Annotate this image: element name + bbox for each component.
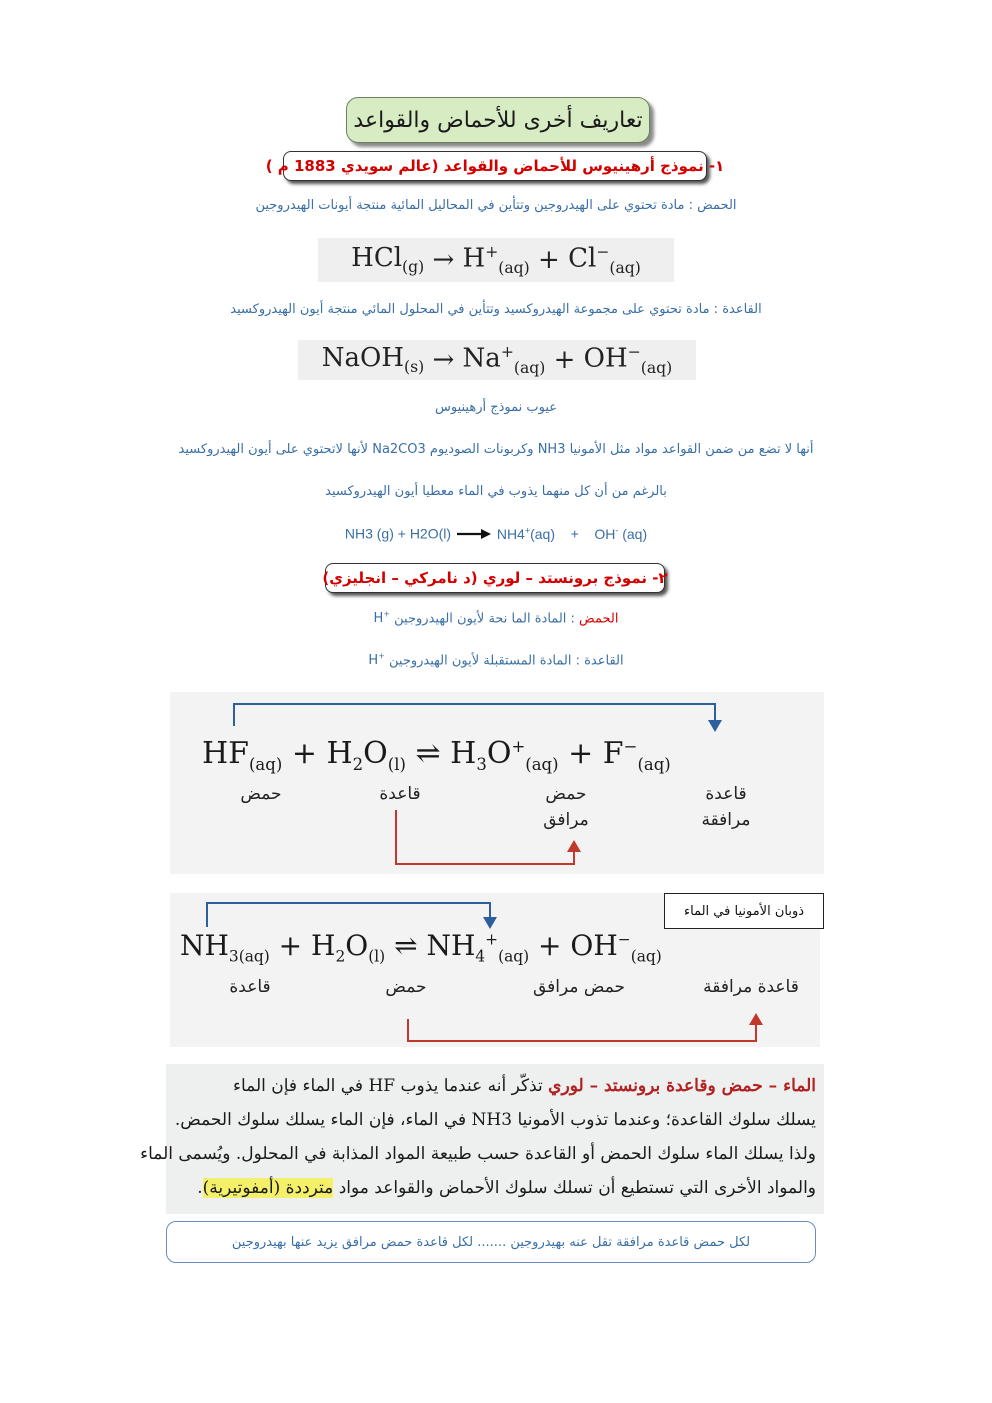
arrow-right-icon	[455, 527, 493, 543]
eq-hcl-arrow: →	[432, 245, 455, 275]
hf-equation-figure	[170, 692, 824, 874]
eq-naoh-product2: $OH^-_{(aq)}$	[583, 343, 673, 377]
water-reactant: $H_2O_{(l)}$	[311, 929, 386, 966]
eq-naoh-product1: $Na^+_{(aq)}$	[462, 343, 546, 377]
paragraph-heading: الماء – حمض وقاعدة برونستد – لوري	[548, 1076, 816, 1096]
water-amphoteric-paragraph	[140, 1064, 824, 1214]
nh3-eq-product1: NH4+(aq)	[496, 525, 556, 542]
arrhenius-flaws-line1: أنها لا تضع من ضمن القواعد مواد مثل الأمونيا NH3 وكربونات الصوديوم Na2CO3 لأنها لاتحتوي على أيون الهيدروكسيد	[178, 442, 814, 457]
nh3-eq-reactants: NH3 (g) + H2O(l)	[344, 525, 452, 542]
hydrogen-ion: H+	[373, 610, 391, 627]
eq-naoh-plus: +	[553, 345, 576, 375]
ammonia-dissolution-callout: ذوبان الأمونيا في الماء	[664, 893, 824, 929]
arrhenius-base-definition: القاعدة : مادة تحتوي على مجموعة الهيدروكسيد وتتأين في المحلول المائي منتجة أيون الهيدروكسيد	[230, 302, 762, 317]
nh3-eq-product2: OH- (aq)	[594, 525, 648, 542]
nh3-label-conjugate-acid: حمض مرافق	[532, 977, 626, 997]
hf-arrows	[170, 692, 824, 874]
page-title: تعاريف أخرى للأحماض والقواعد	[346, 97, 650, 143]
paragraph-line-4: والمواد الأخرى التي تستطيع أن تسلك سلوك الأحماض والقواعد مواد مترددة (أمفوتيرية).	[197, 1178, 816, 1198]
paragraph-line-1: الماء – حمض وقاعدة برونستد – لوري تذكّر أنه عندما يذوب HF في الماء فإن الماء	[232, 1076, 816, 1096]
hf-label-conjugate-base-2: مرافقة	[701, 810, 751, 830]
eq-hcl-product1: $H^+_{(aq)}$	[462, 243, 530, 277]
hydronium-product: $H_3O^+_{(aq)}$	[450, 736, 559, 774]
eq-naoh-arrow: →	[432, 345, 455, 375]
ammonia-reactant: $NH_{3(aq)}$	[180, 929, 270, 966]
hf-label-conjugate-acid-1: حمض	[545, 784, 587, 804]
section2-heading: ٢- نموذج برونستد – لوري (د نامركي – انجليزي)	[325, 563, 665, 593]
eq-hcl-plus: +	[538, 245, 560, 275]
ammonium-product: $NH_4^+_{(aq)}$	[426, 929, 530, 966]
hf-equation-text: $HF_{(aq)} + H_2O_{(l)}$ ⇌ $H_3O^+_{(aq)} + F^-_{(aq)}$	[202, 736, 671, 774]
naoh-equation	[298, 340, 696, 380]
conjugate-pair-note: لكل حمض قاعدة مرافقة تقل عنه بهيدروجين ....... لكل قاعدة حمض مرافق يزيد عنها بهيدروجين	[166, 1221, 816, 1263]
eq-naoh-reactant: NaOH$_{(s)}$	[321, 343, 425, 377]
hcl-equation	[318, 238, 674, 282]
bronsted-base-definition: القاعدة : المادة المستقبلة لأيون الهيدروجين H+	[368, 652, 624, 669]
hf-label-acid: حمض	[240, 784, 282, 804]
nh3-eq-plus: +	[570, 525, 579, 542]
hydroxide-product: $OH^-_{(aq)}$	[570, 929, 662, 966]
nh3-equation-text: $NH_{3(aq)} + H_2O_{(l)}$ ⇌ $NH_4^+_{(aq)} + OH^-_{(aq)}$	[180, 929, 662, 966]
hf-label-base: قاعدة	[379, 784, 421, 804]
water-reactant: $H_2O_{(l)}$	[326, 736, 406, 774]
eq-hcl-reactant: HCl$_{(g)}$	[351, 243, 425, 277]
amphoteric-highlight: مترددة (أمفوتيرية)	[202, 1178, 334, 1198]
bronsted-acid-definition: الحمض : المادة الما نحة لأيون الهيدروجين H+	[373, 610, 619, 627]
arrhenius-acid-definition: الحمض : مادة تحتوي على الهيدروجين وتتأين في المحاليل المائية منتجة أيونات الهيدروجين	[255, 198, 737, 213]
equilibrium-arrow: ⇌	[394, 929, 418, 962]
nh3-label-base: قاعدة	[229, 977, 271, 997]
paragraph-line-3: ولذا يسلك الماء سلوك الحمض أو القاعدة حسب طبيعة المواد المذابة في المحلول. ويُسمى الماء	[140, 1144, 816, 1164]
arrhenius-flaws-title: عيوب نموذج أرهينيوس	[434, 400, 558, 415]
section1-heading: ١- نموذج أرهينيوس للأحماض والقواعد (عالم سويدي 1883 م )	[283, 151, 707, 181]
nh3-ionization-equation	[296, 525, 696, 543]
eq-hcl-product2: $Cl^-_{(aq)}$	[568, 243, 641, 277]
nh3-label-conjugate-base: قاعدة مرافقة	[703, 977, 799, 997]
equilibrium-arrow: ⇌	[415, 736, 441, 771]
hf-label-conjugate-base-1: قاعدة	[705, 784, 747, 804]
hf-label-conjugate-acid-2: مرافق	[543, 810, 589, 830]
acid-label: الحمض	[579, 611, 619, 627]
nh3-label-acid: حمض	[385, 977, 427, 997]
arrhenius-flaws-line2: بالرغم من أن كل منهما يذوب في الماء معطيا أيون الهيدروكسيد	[325, 484, 667, 499]
paragraph-line-2: يسلك سلوك القاعدة؛ وعندما تذوب الأمونيا NH3 في الماء، فإن الماء يسلك سلوك الحمض.	[174, 1110, 816, 1130]
hf-reactant: $HF_{(aq)}$	[202, 736, 283, 774]
hydrogen-ion: H+	[368, 652, 385, 669]
fluoride-product: $F^-_{(aq)}$	[602, 736, 671, 774]
